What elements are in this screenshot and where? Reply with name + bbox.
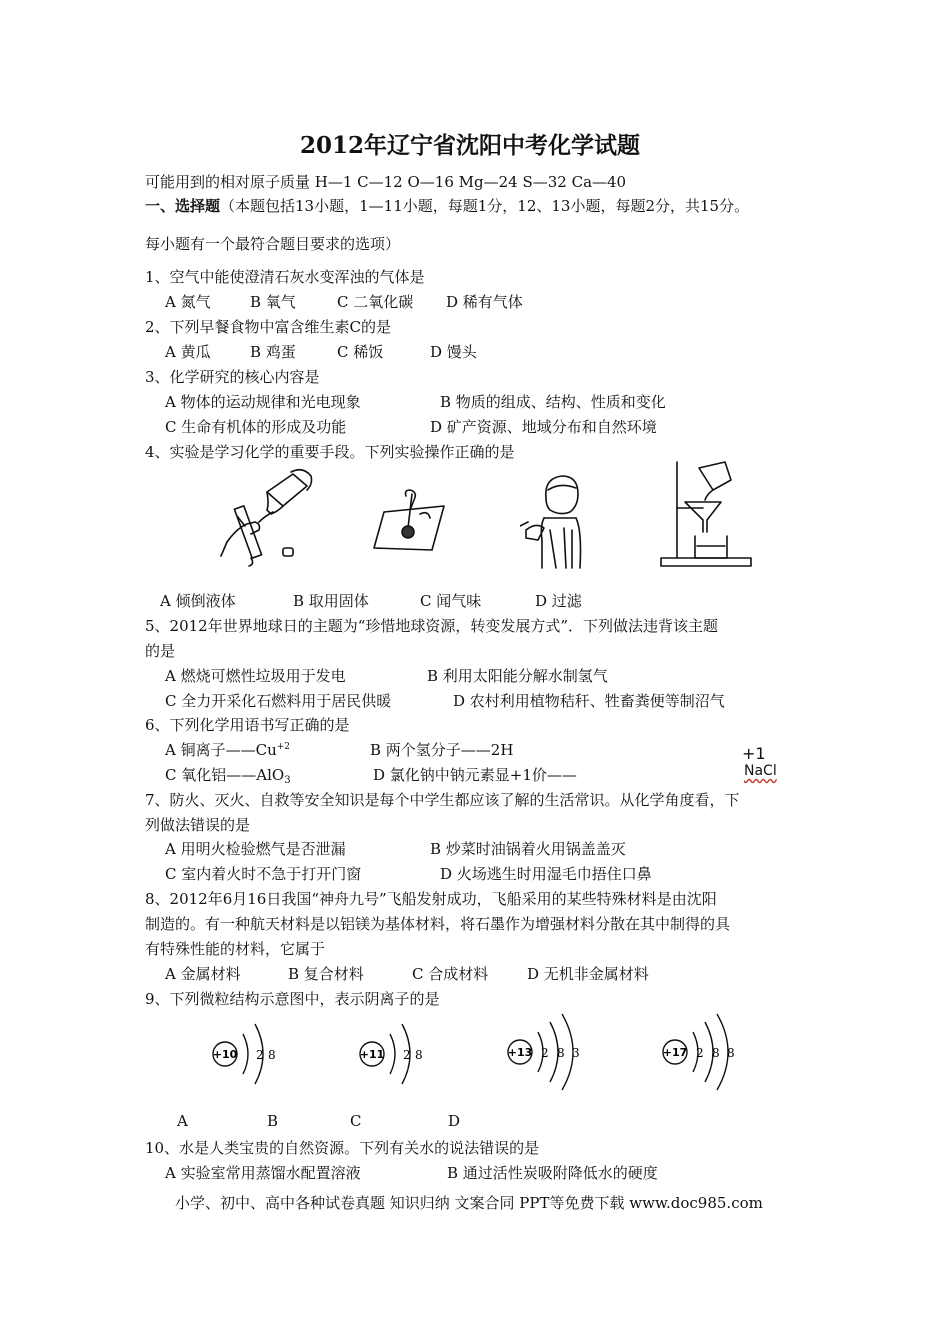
atom-a-shell-1: 2 (256, 1048, 264, 1062)
q9-label-c: C (350, 1112, 362, 1130)
q6-option-b: B 两个氢分子——2H (370, 741, 514, 759)
q6-option-a (165, 739, 290, 760)
taking-solid-image (370, 488, 450, 556)
q9-label-b: B (267, 1112, 279, 1130)
q8-stem-line1: 8、2012年6月16日我国“神舟九号”飞船发射成功，飞船采用的某些特殊材料是由沈阳 (145, 890, 717, 908)
atom-c-shell-1: 2 (541, 1046, 549, 1060)
section-note-2: 每小题有一个最符合题目要求的选项） (145, 235, 401, 253)
q2-option-b: B 鸡蛋 (250, 343, 296, 361)
q4-stem: 4、实验是学习化学的重要手段。下列实验操作正确的是 (145, 443, 515, 461)
q3-option-b: B 物质的组成、结构、性质和变化 (440, 393, 666, 411)
q2-option-c: C 稀饭 (337, 343, 384, 361)
q7-option-d: D 火场逃生时用湿毛巾捂住口鼻 (440, 865, 652, 883)
q5-option-c: C 全力开采化石燃料用于居民供暖 (165, 692, 392, 710)
q1-option-c: C 二氧化碳 (337, 293, 414, 311)
q6-formula-nacl: NaCl (744, 763, 777, 779)
q8-option-d: D 无机非金属材料 (527, 965, 649, 983)
atom-a-nucleus: +10 (212, 1048, 238, 1061)
q2-option-d: D 馒头 (430, 343, 477, 361)
q8-stem-line2: 制造的。有一种航天材料是以铝镁为基体材料，将石墨作为增强材料分散在其中制得的具 (145, 915, 731, 933)
page-title: 2012年辽宁省沈阳中考化学试题 (300, 132, 641, 159)
q5-stem-line2: 的是 (145, 642, 176, 660)
q7-stem-line2: 列做法错误的是 (145, 816, 251, 834)
pouring-liquid-image (215, 462, 325, 572)
q8-option-a: A 金属材料 (165, 965, 241, 983)
q6-stem: 6、下列化学用语书写正确的是 (145, 716, 350, 734)
filtration-image (655, 458, 765, 570)
q3-option-d: D 矿产资源、地域分布和自然环境 (430, 418, 657, 436)
atom-c-shell-3: 3 (572, 1046, 580, 1060)
q4-option-c: C 闻气味 (420, 592, 482, 610)
atom-d-shell-3: 8 (727, 1046, 735, 1060)
q6-option-c (165, 764, 291, 786)
atom-c-shell-2: 8 (557, 1046, 565, 1060)
atom-diagram-d (655, 1012, 765, 1092)
q6-option-a-charge: +2 (276, 742, 291, 752)
q10-option-a: A 实验室常用蒸馏水配置溶液 (165, 1164, 361, 1182)
q5-option-b: B 利用太阳能分解水制氢气 (427, 667, 608, 685)
section-heading-line (145, 195, 749, 216)
q2-option-a: A 黄瓜 (165, 343, 211, 361)
q3-option-c: C 生命有机体的形成及功能 (165, 418, 347, 436)
atom-d-shell-2: 8 (712, 1046, 720, 1060)
atomic-mass-line: 可能用到的相对原子质量 H—1 C—12 O—16 Mg—24 S—32 Ca—40 (145, 173, 627, 191)
q6-option-c-subscript: 3 (284, 775, 291, 786)
section-note: （本题包括13小题，1—11小题，每题1分，12、13小题，每题2分，共15分。 (220, 197, 750, 215)
q1-option-b: B 氧气 (250, 293, 296, 311)
atom-a-shell-2: 8 (268, 1048, 276, 1062)
q1-option-d: D 稀有气体 (446, 293, 523, 311)
section-heading: 一、选择题 (145, 197, 221, 215)
atom-diagram-b (352, 1018, 452, 1090)
q1-stem: 1、空气中能使澄清石灰水变浑浊的气体是 (145, 268, 425, 286)
q6-option-c-text: C 氧化铝——AlO (165, 766, 285, 784)
q7-stem-line1: 7、防火、灭火、自救等安全知识是每个中学生都应该了解的生活常识。从化学角度看，下 (145, 791, 740, 809)
q7-option-c: C 室内着火时不急于打开门窗 (165, 865, 362, 883)
q10-option-b: B 通过活性炭吸附降低水的硬度 (447, 1164, 658, 1182)
q4-option-b: B 取用固体 (293, 592, 369, 610)
q5-option-d: D 农村利用植物秸秆、牲畜粪便等制沼气 (453, 692, 725, 710)
q10-stem: 10、水是人类宝贵的自然资源。下列有关水的说法错误的是 (145, 1139, 540, 1157)
q8-stem-line3: 有特殊性能的材料，它属于 (145, 940, 326, 958)
q9-label-a: A (177, 1112, 188, 1130)
q7-option-b: B 炒菜时油锅着火用锅盖盖灭 (430, 840, 626, 858)
atom-b-nucleus: +11 (359, 1048, 385, 1061)
q9-label-d: D (448, 1112, 461, 1130)
page-footer: 小学、初中、高中各种试卷真题 知识归纳 文案合同 PPT等免费下载 www.doc985.com (175, 1194, 763, 1212)
atom-c-nucleus: +13 (507, 1046, 533, 1059)
atom-diagram-a (205, 1018, 305, 1090)
q4-option-d: D 过滤 (535, 592, 582, 610)
smelling-gas-image (520, 470, 600, 570)
q6-option-d: D 氯化钠中钠元素显+1价—— (373, 766, 577, 784)
atom-diagram-c (500, 1012, 610, 1092)
q6-option-a-text: A 铜离子——Cu (165, 741, 277, 759)
atom-b-shell-2: 8 (415, 1048, 423, 1062)
q3-option-a: A 物体的运动规律和光电现象 (165, 393, 361, 411)
q3-stem: 3、化学研究的核心内容是 (145, 368, 320, 386)
q5-option-a: A 燃烧可燃性垃圾用于发电 (165, 667, 346, 685)
q8-option-b: B 复合材料 (288, 965, 364, 983)
q1-option-a: A 氮气 (165, 293, 211, 311)
atom-d-nucleus: +17 (662, 1046, 688, 1059)
q5-stem-line1: 5、2012年世界地球日的主题为“珍惜地球资源，转变发展方式”．下列做法违背该主题 (145, 617, 719, 635)
q7-option-a: A 用明火检验燃气是否泄漏 (165, 840, 346, 858)
q6-charge-mark: +1 (742, 744, 766, 763)
q2-stem: 2、下列早餐食物中富含维生素C的是 (145, 318, 392, 336)
q8-option-c: C 合成材料 (412, 965, 489, 983)
atom-b-shell-1: 2 (403, 1048, 411, 1062)
q9-stem: 9、下列微粒结构示意图中，表示阴离子的是 (145, 990, 440, 1008)
q4-option-a: A 倾倒液体 (160, 592, 236, 610)
atom-d-shell-1: 2 (696, 1046, 704, 1060)
